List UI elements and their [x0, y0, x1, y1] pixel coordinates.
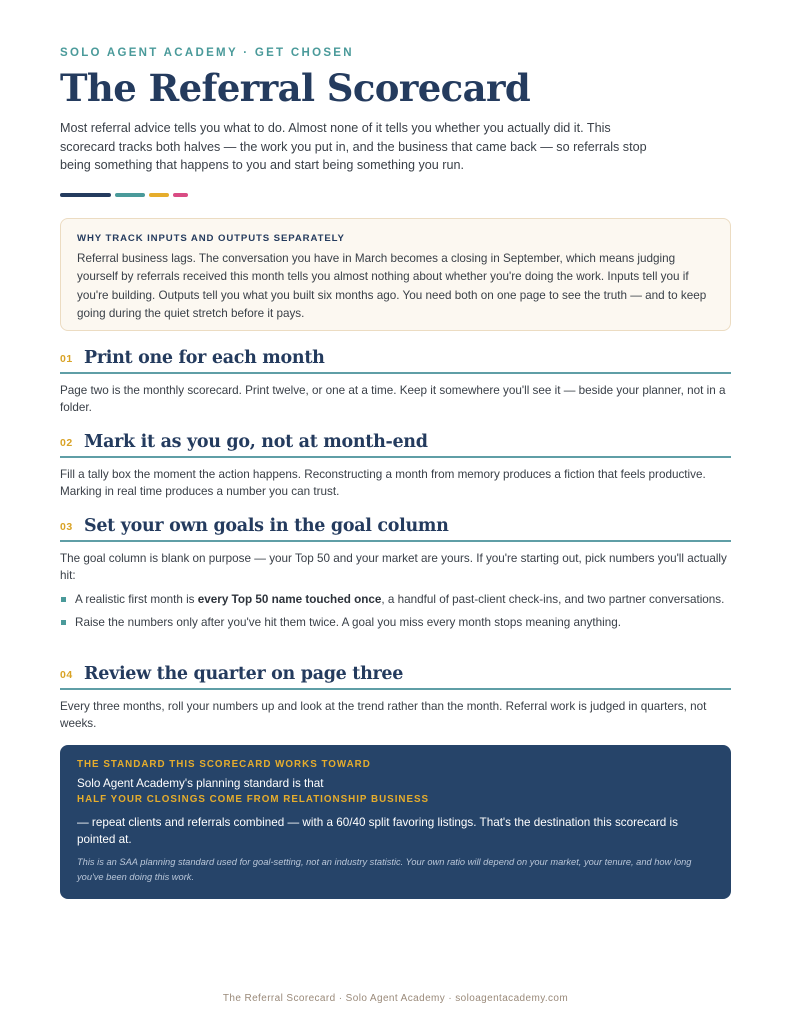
- standard-lead: Solo Agent Academy's planning standard is that: [77, 777, 324, 790]
- callout-body: Referral business lags. The conversation you have in March becomes a closing in September, which means judging yourself by referrals received this month tells you almost nothing about whether you're doing the work. Inputs tell you if you're building. Outputs tell you what you built six months ago. You need both on one page to see the truth — and to keep going during the quiet stretch before it pays.: [77, 252, 707, 320]
- section-body: Page two is the monthly scorecard. Print twelve, or one at a time. Keep it somewhere you'll see it — beside your planner, not in a folder.: [60, 384, 726, 414]
- page-title: The Referral Scorecard: [60, 66, 531, 110]
- section-body: The goal column is blank on purpose — your Top 50 and your market are yours. If you're starting out, pick numbers you'll actually hit:: [60, 552, 727, 582]
- section-title: Review the quarter on page three: [84, 664, 404, 684]
- section-number: 02: [60, 437, 73, 449]
- standard-body: — repeat clients and referrals combined — with a 60/40 split favoring listings. That's the destination this scorecard is pointed at.: [77, 816, 678, 846]
- standard-highlight: HALF YOUR CLOSINGS COME FROM RELATIONSHIP BUSINESS: [77, 794, 430, 805]
- section-title: Print one for each month: [84, 348, 325, 368]
- callout-title: WHY TRACK INPUTS AND OUTPUTS SEPARATELY: [77, 233, 345, 244]
- page-footer: The Referral Scorecard · Solo Agent Academy · soloagentacademy.com: [222, 993, 569, 1004]
- section-number: 04: [60, 669, 73, 681]
- intro-paragraph: Most referral advice tells you what to do. Almost none of it tells you whether you actually did it. This scorecard tracks both halves — the work you put in, and the business that came back — so referrals stop being something that happens to you and start being something you run.: [60, 121, 647, 172]
- section-title: Mark it as you go, not at month-end: [84, 432, 428, 452]
- standard-disclaimer: This is an SAA planning standard used for goal-setting, not an industry statistic. Your own ratio will depend on your market, your tenure, and how long you've been doing this work.: [77, 857, 692, 882]
- list-item: Raise the numbers only after you've hit them twice. A goal you miss every month stops meaning anything.: [60, 615, 731, 631]
- eyebrow-label: SOLO AGENT ACADEMY · GET CHOSEN: [60, 47, 354, 59]
- bold-emphasis: every Top 50 name touched once: [197, 593, 382, 606]
- standard-title: THE STANDARD THIS SCORECARD WORKS TOWARD: [77, 759, 371, 770]
- list-item: A realistic first month is every Top 50 name touched once, a handful of past-client check-ins, and two partner conversations.: [60, 592, 731, 608]
- section-number: 03: [60, 521, 73, 533]
- section-title: Set your own goals in the goal column: [84, 516, 449, 536]
- section-number: 01: [60, 353, 73, 365]
- section-body: Fill a tally box the moment the action happens. Reconstructing a month from memory produces a fiction that feels productive. Marking in real time produces a number you can trust.: [60, 468, 706, 498]
- section-body: Every three months, roll your numbers up and look at the trend rather than the month. Referral work is judged in quarters, not weeks.: [60, 700, 707, 730]
